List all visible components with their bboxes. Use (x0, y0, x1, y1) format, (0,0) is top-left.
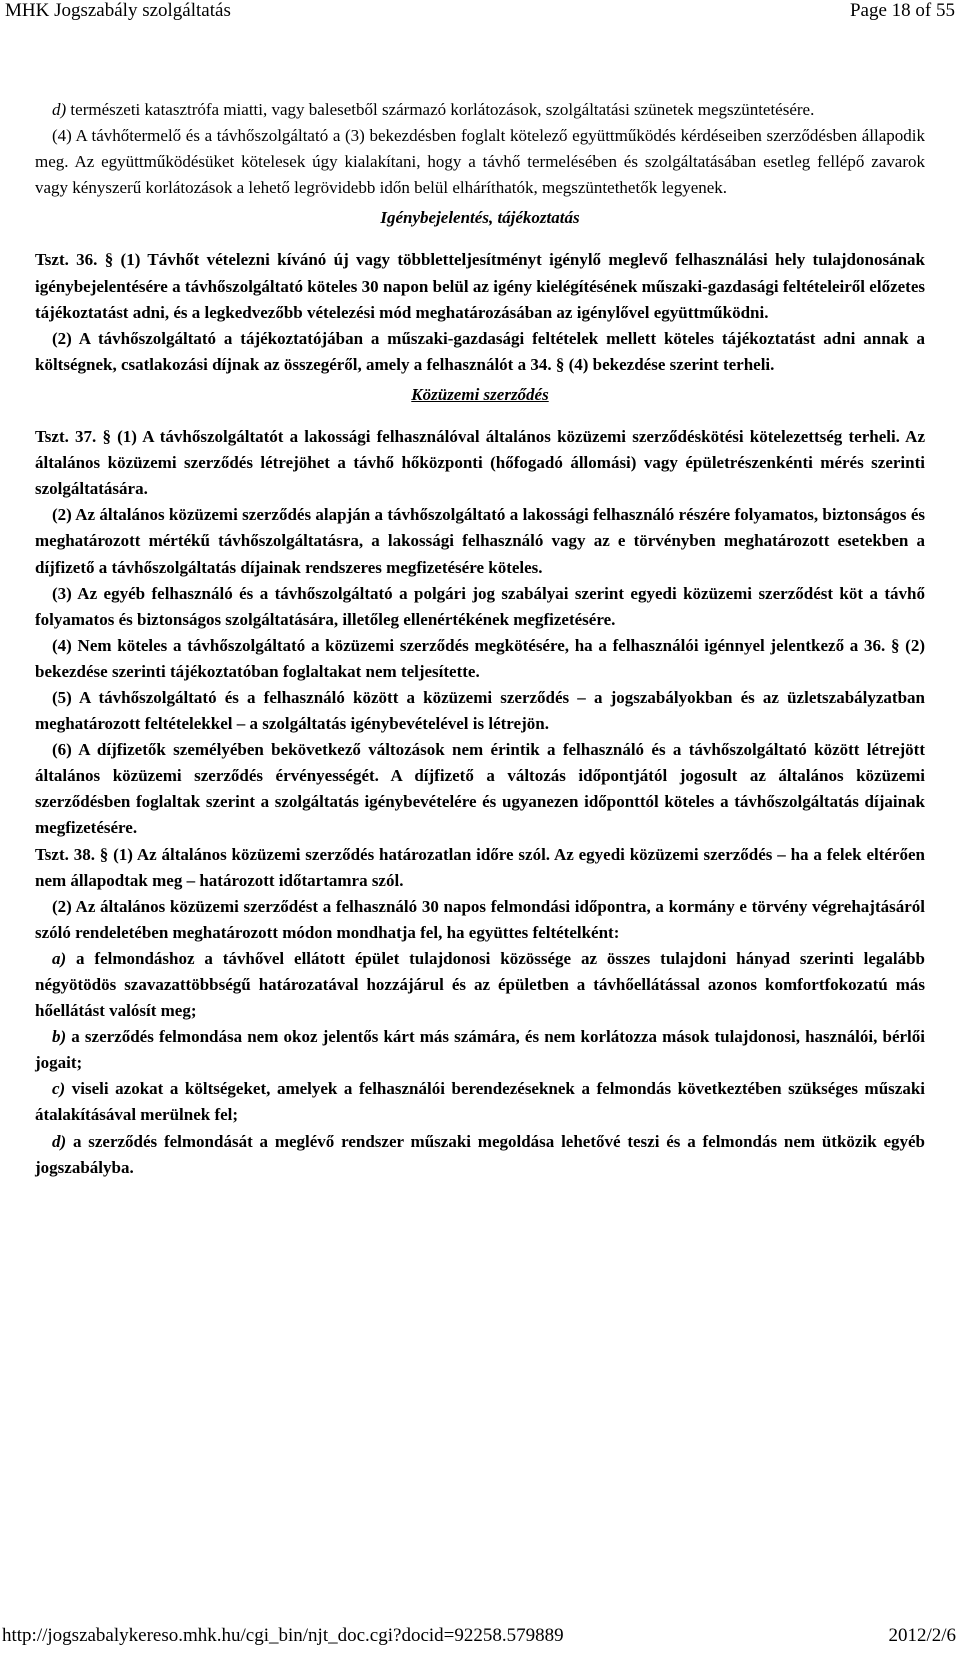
paragraph-tszt37-5: (5) A távhőszolgáltató és a felhasználó között a közüzemi szerződés – a jogszabályokban és az üzletszabályzatban meghatározott feltételekkel – a szolgáltatás igénybevételével is létrejön. (35, 687, 925, 734)
paragraph-tszt37-2: (2) Az általános közüzemi szerződés alapján a távhőszolgáltató a lakossági felhasználó részére folyamatos, biztonságos és meghatározott mértékű távhőszolgáltatásra, a lakossági felhasználó vagy az e törvényben meghatározott esetekben a díjfizető a távhőszolgáltatás díjainak rendszeres megfizetésére köteles. (35, 505, 925, 577)
list-letter: b) (52, 1027, 67, 1047)
print-date: 2012/2/6 (888, 1625, 956, 1646)
header-title: MHK Jogszabály szolgáltatás (5, 0, 231, 21)
paragraph-4: (4) A távhőtermelő és a távhőszolgáltató a (3) bekezdésben foglalt kötelező együttműködés kérdéseiben szerződésben állapodik meg. Az együttműködésüket kötelesek úgy kialakítani, hogy a távhő termelésében és szolgáltatásában esetleg fellépő zavarok vagy kényszerű korlátozások a lehető legrövidebb időn belül elháríthatók, megszüntethetők legyenek. (35, 126, 925, 198)
paragraph-text: viseli azokat a költségeket, amelyek a felhasználói berendezéseknek a felmondás következtében szükséges műszaki átalakításával merülnek fel; (35, 1079, 925, 1125)
paragraph-text: természeti katasztrófa miatti, vagy balesetből származó korlátozások, szolgáltatási szünetek megszüntetésére. (66, 100, 815, 119)
source-url[interactable]: http://jogszabalykereso.mhk.hu/cgi_bin/njt_doc.cgi?docid=92258.579889 (2, 1625, 564, 1646)
paragraph-tszt36-2: (2) A távhőszolgáltató a tájékoztatójában a műszaki-gazdasági feltételek mellett köteles tájékoztatást adni annak a költségnek, csatlakozási díjnak az összegéről, amely a felhasználót a 34. § (4) bekezdése szerint terheli. (35, 328, 925, 374)
paragraph-tszt38-a (35, 946, 925, 1024)
paragraph-tszt38-d (35, 1129, 925, 1181)
section-heading-igenybejelentes: Igénybejelentés, tájékoztatás (380, 208, 580, 228)
list-letter: d) (52, 1131, 67, 1151)
section-heading-kozuzemi: Közüzemi szerződés (411, 384, 549, 404)
list-letter: d) (52, 100, 67, 119)
list-letter: a) (52, 948, 67, 968)
paragraph-tszt37-1: Tszt. 37. § (1) A távhőszolgáltatót a lakossági felhasználóval általános közüzemi szerződéskötési kötelezettség terheli. Az általános közüzemi szerződés létrejöhet a távhő hőközponti (hőfogadó állomási) vagy épületrészenkénti mérés szerinti szolgáltatására. (35, 427, 925, 499)
paragraph-text: a szerződés felmondása nem okoz jelentős kárt más számára, és nem korlátozza mások tulajdonosi, használói, bérlői jogait; (35, 1027, 925, 1073)
paragraph-text: a szerződés felmondását a meglévő rendszer műszaki megoldása lehetővé teszi és a felmondás nem ütközik egyéb jogszabályba. (35, 1131, 925, 1177)
paragraph-tszt38-2: (2) Az általános közüzemi szerződést a felhasználó 30 napos felmondási időpontra, a kormány e törvény végrehajtásáról szóló rendeletében meghatározott módon mondhatja fel, ha együttes feltételként: (35, 896, 925, 942)
paragraph-tszt37-6: (6) A díjfizetők személyében bekövetkező változások nem érintik a felhasználó és a távhőszolgáltató között létrejött általános közüzemi szerződés érvényességét. A díjfizető a változás időpontjától jogosult az általános közüzemi szerződésben foglaltak szerint a szolgáltatás igénybevételére és ugyanezen időponttól köteles a távhőszolgáltatás díjainak megfizetésére. (35, 740, 925, 838)
paragraph-tszt38-c (35, 1076, 925, 1128)
paragraph-tszt37-3: (3) Az egyéb felhasználó és a távhőszolgáltató a polgári jog szabályai szerint egyedi közüzemi szerződést köt a távhő folyamatos és biztonságos szolgáltatására, illetőleg ellenértékének megfizetésére. (35, 583, 925, 629)
page-header (0, 0, 960, 26)
paragraph-d (35, 97, 925, 123)
paragraph-tszt38-1: Tszt. 38. § (1) Az általános közüzemi szerződés határozatlan időre szól. Az egyedi közüzemi szerződés – ha a felek eltérően nem állapodtak meg – határozott időtartamra szól. (35, 844, 925, 890)
page-number: Page 18 of 55 (849, 0, 955, 21)
paragraph-text: a felmondáshoz a távhővel ellátott épület tulajdonosi közössége az összes tulajdoni hányad szerinti legalább négyötödös szavazattöbbségű határozatával hozzájárul és az épületben a távhőellátással azonos komfortfokozatú más hőellátást valósít meg; (35, 948, 925, 1021)
paragraph-tszt38-b (35, 1024, 925, 1076)
paragraph-tszt36-1: Tszt. 36. § (1) Távhőt vételezni kívánó új vagy többletteljesítményt igénylő meglevő felhasználási hely tulajdonosának igénybejelentésére a távhőszolgáltató köteles 30 napon belül az igény kielégítésének műszaki-gazdasági feltételeiről előzetes tájékoztatást adni, és a legkedvezőbb vételezési mód meghatározásában az igénylővel együttműködni. (35, 250, 925, 322)
list-letter: c) (52, 1079, 66, 1099)
page-footer (0, 1625, 960, 1651)
document-body (35, 97, 925, 1181)
paragraph-tszt37-4: (4) Nem köteles a távhőszolgáltató a közüzemi szerződés megkötésére, ha a felhasználói igénnyel jelentkező a 36. § (2) bekezdése szerinti tájékoztatóban foglaltakat nem teljesítette. (35, 635, 925, 681)
